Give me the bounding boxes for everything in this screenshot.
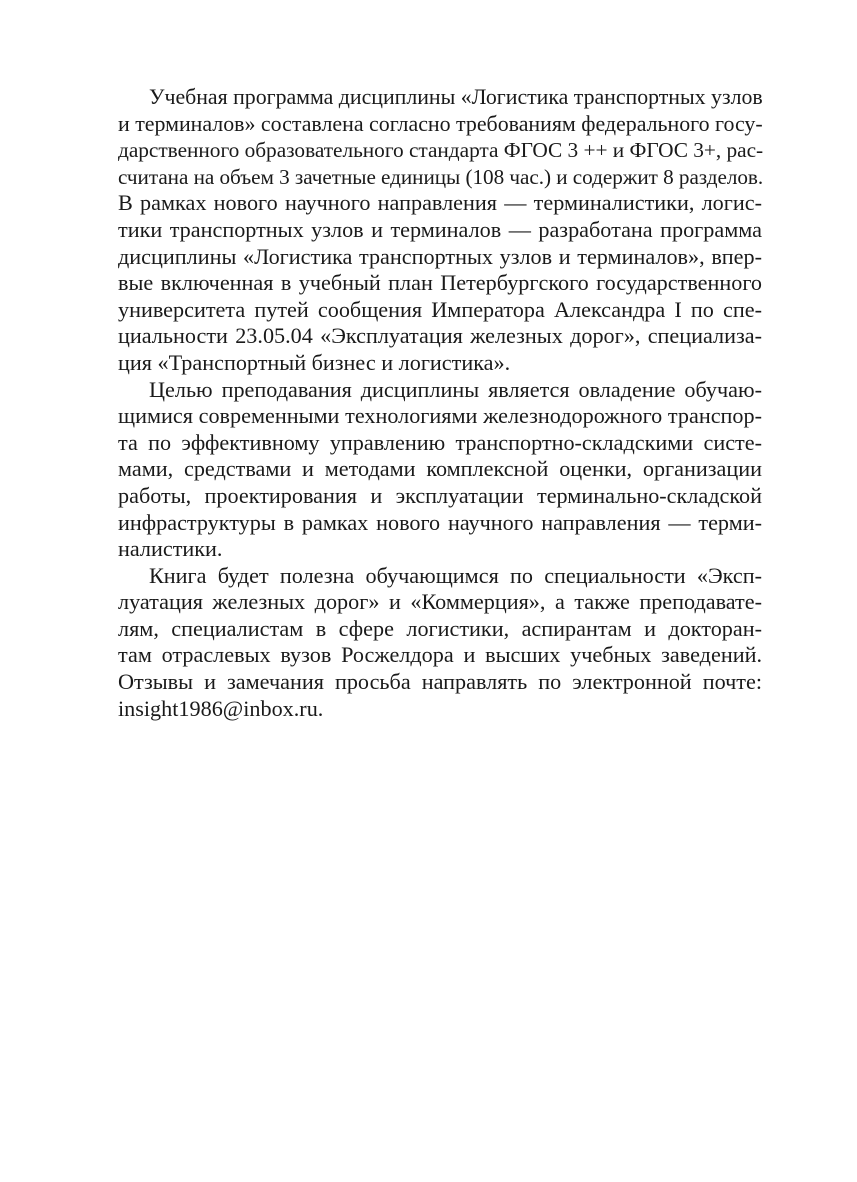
- text-line: циальности 23.05.04 «Эксплуатация железных дорог», специализа-: [118, 323, 762, 349]
- text-line: инфраструктуры в рамках нового научного направления — терми-: [118, 509, 762, 535]
- text-line: ция «Транспортный бизнес и логистика».: [118, 349, 511, 375]
- text-line: университета путей сообщения Императора Александра I по спе-: [118, 296, 762, 322]
- text-line: Отзывы и замечания просьба направлять по электронной почте:: [118, 669, 762, 695]
- text-line: работы, проектирования и эксплуатации терминально-складской: [118, 482, 762, 508]
- text-line: там отраслевых вузов Росжелдора и высших учебных заведений.: [118, 642, 762, 668]
- document-page: [87, 84, 762, 722]
- text-line: щимися современными технологиями железнодорожного транспор-: [118, 403, 762, 429]
- text-line: дисциплины «Логистика транспортных узлов и терминалов», впер-: [118, 243, 762, 269]
- paragraph-intro: [87, 84, 762, 377]
- text-line: Книга будет полезна обучающимся по специальности «Эксп-: [149, 562, 762, 588]
- text-line: Целью преподавания дисциплины является овладение обучаю-: [149, 376, 762, 402]
- text-line: вые включенная в учебный план Петербургского государственного: [118, 270, 762, 296]
- text-line: та по эффективному управлению транспортно-складскими систе-: [118, 429, 762, 455]
- text-line: В рамках нового научного направления — терминалистики, логис-: [118, 190, 762, 216]
- text-line: считана на объем 3 зачетные единицы (108 час.) и содержит 8 разделов.: [118, 164, 764, 189]
- text-line: мами, средствами и методами комплексной оценки, организации: [118, 456, 762, 482]
- text-line: тики транспортных узлов и терминалов — разработана программа: [118, 216, 762, 242]
- paragraph-goal: [87, 377, 762, 563]
- text-line: Учебная программа дисциплины «Логистика транспортных узлов: [149, 85, 763, 109]
- paragraph-audience: [87, 563, 762, 723]
- text-line: дарственного образовательного стандарта ФГОС 3 ++ и ФГОС 3+, рас-: [118, 138, 764, 163]
- text-line: луатация железных дорог» и «Коммерция», а также преподавате-: [118, 589, 762, 615]
- email-address: insight1986@inbox.ru.: [118, 695, 324, 721]
- text-line: лям, специалистам в сфере логистики, аспирантам и докторан-: [118, 615, 762, 641]
- text-line: и терминалов» составлена согласно требованиям федерального госу-: [118, 110, 763, 136]
- text-line: налистики.: [118, 536, 223, 562]
